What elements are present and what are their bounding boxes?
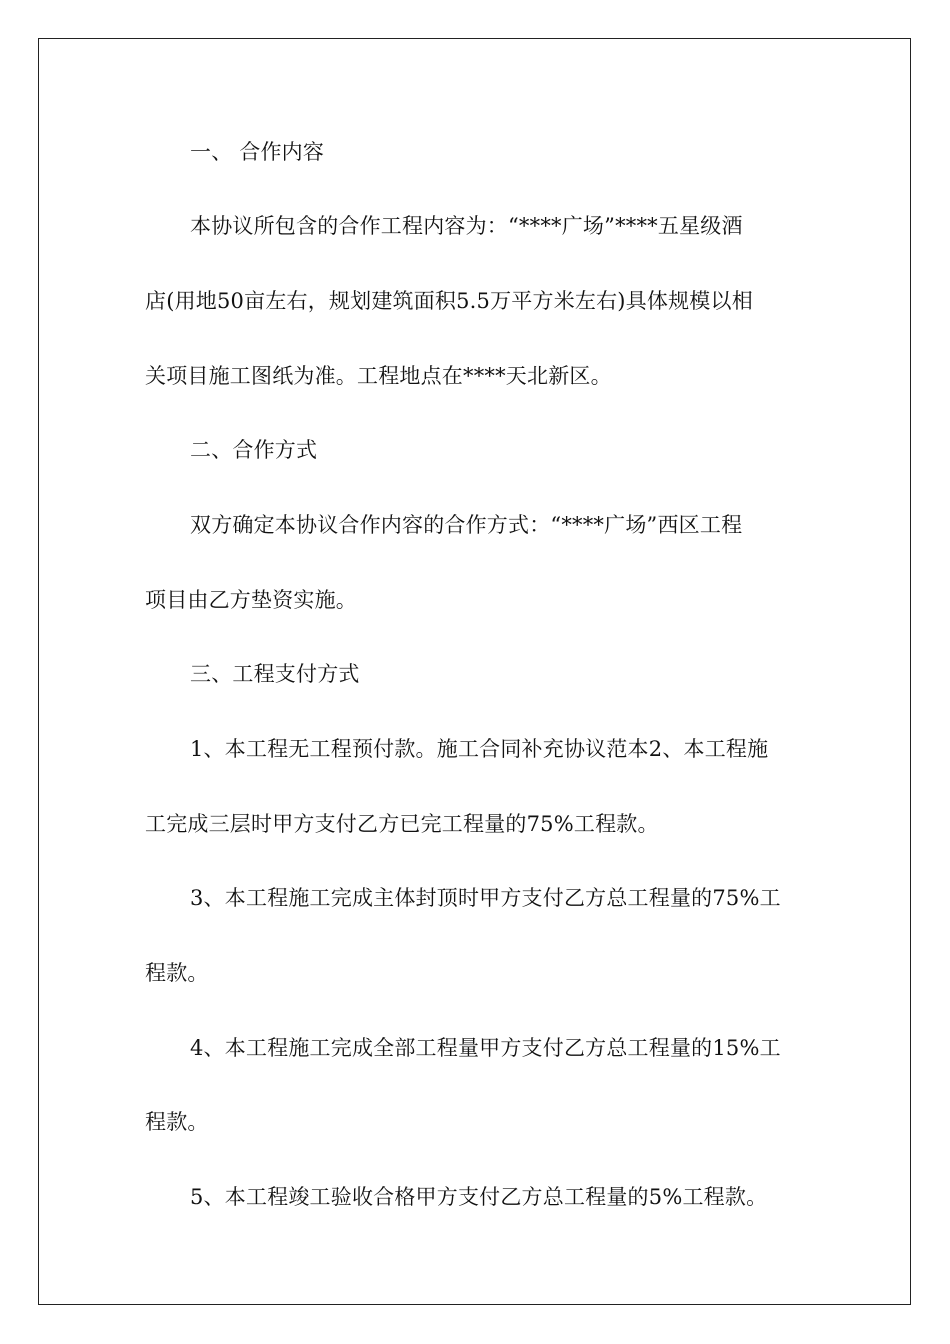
paragraph-line: 1、本工程无工程预付款。施工合同补充协议范本2、本工程施 [190,737,769,761]
paragraph-line: 关项目施工图纸为准。工程地点在****天北新区。 [145,364,612,388]
paragraph-line: 3、本工程施工完成主体封顶时甲方支付乙方总工程量的75%工 [190,886,781,910]
paragraph-line: 工完成三层时甲方支付乙方已完工程量的75%工程款。 [145,812,659,836]
paragraph-line: 程款。 [145,961,209,985]
paragraph-line: 程款。 [145,1110,209,1134]
paragraph-line: 项目由乙方垫资实施。 [145,588,357,612]
section-heading-payment-method: 三、工程支付方式 [190,662,360,686]
paragraph-line: 店(用地50亩左右，规划建筑面积5.5万平方米左右)具体规模以相 [145,289,753,313]
paragraph-line: 4、本工程施工完成全部工程量甲方支付乙方总工程量的15%工 [190,1036,781,1060]
section-heading-cooperation-method: 二、合作方式 [190,438,318,462]
paragraph-line: 本协议所包含的合作工程内容为：“****广场”****五星级酒 [190,214,743,238]
section-heading-cooperation-content: 一、 合作内容 [190,140,325,164]
paragraph-line: 5、本工程竣工验收合格甲方支付乙方总工程量的5%工程款。 [190,1185,768,1209]
paragraph-line: 双方确定本协议合作内容的合作方式：“****广场”西区工程 [190,513,743,537]
